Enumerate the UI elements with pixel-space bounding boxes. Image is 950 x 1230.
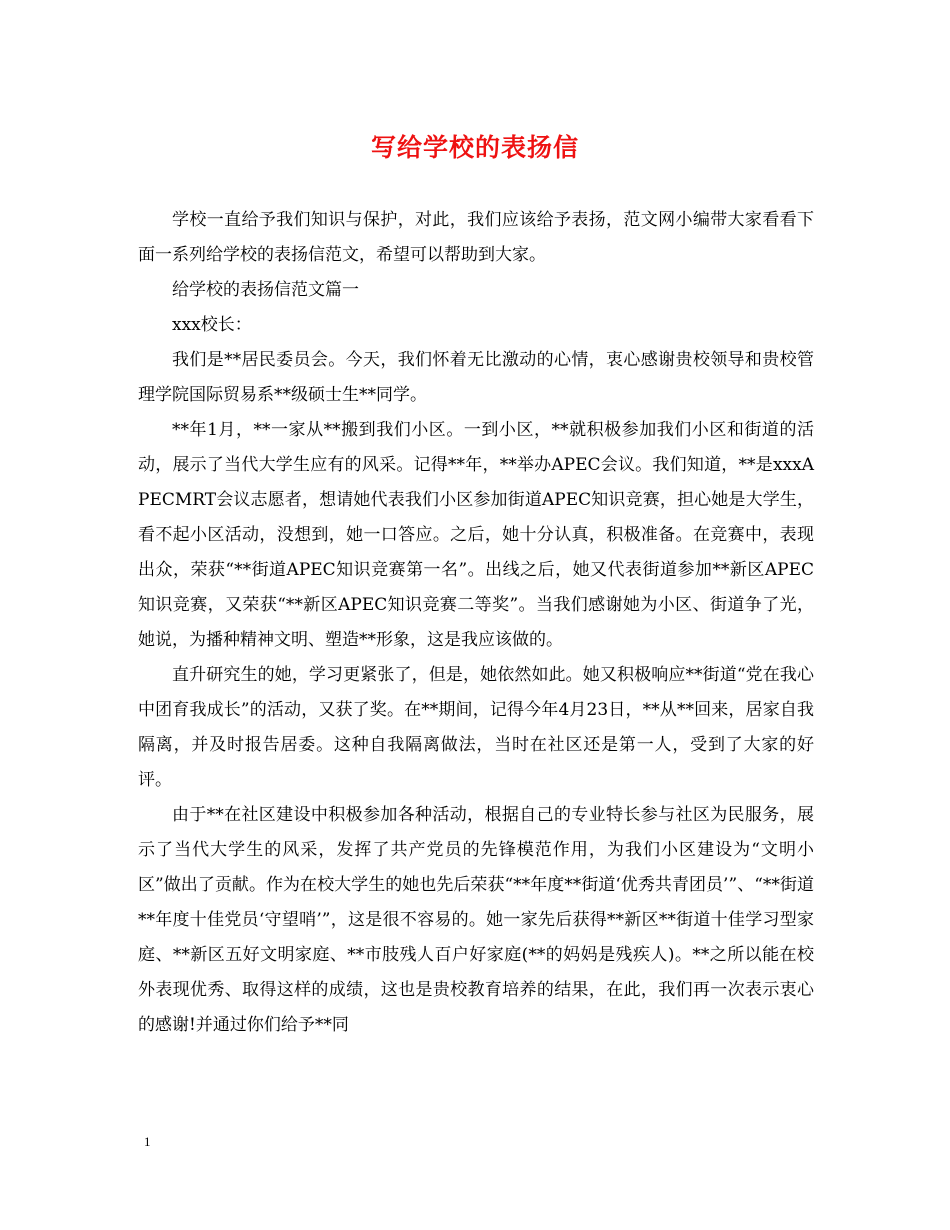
intro-paragraph: 学校一直给予我们知识与保护，对此，我们应该给予表扬，范文网小编带大家看看下面一系列给学校的表扬信范文，希望可以帮助到大家。 <box>138 210 814 265</box>
page-number: 1 <box>144 1134 151 1149</box>
document-body <box>138 203 814 1043</box>
body-paragraph: 我们是**居民委员会。今天，我们怀着无比激动的心情，衷心感谢贵校领导和贵校管理学院国际贸易系**级硕士生**同学。 <box>138 350 814 405</box>
document-title: 写给学校的表扬信 <box>370 133 579 162</box>
body-paragraph: 由于**在社区建设中积极参加各种活动，根据自己的专业特长参与社区为民服务，展示了当代大学生的风采，发挥了共产党员的先锋模范作用，为我们小区建设为“文明小区”做出了贡献。作为在校大学生的她也先后荣获“**年度**街道‘优秀共青团员’”、“**街道**年度十佳党员‘守望哨’”，这是很不容易的。她一家先后获得**新区**街道十佳学习型家庭、**新区五好文明家庭、**市肢残人百户好家庭(**的妈妈是残疾人)。**之所以能在校外表现优秀、取得这样的成绩，这也是贵校教育培养的结果，在此，我们再一次表示衷心的感谢!并通过你们给予**同 <box>138 805 814 1035</box>
body-paragraph: **年1月，**一家从**搬到我们小区。一到小区，**就积极参加我们小区和街道的活动，展示了当代大学生应有的风采。记得**年，**举办APEC会议。我们知道，**是xxxAPECMRT会议志愿者，想请她代表我们小区参加街道APEC知识竞赛，担心她是大学生，看不起小区活动，没想到，她一口答应。之后，她十分认真，积极准备。在竞赛中，表现出众，荣获“**街道APEC知识竞赛第一名”。出线之后，她又代表街道参加**新区APEC知识竞赛，又荣获“**新区APEC知识竞赛二等奖”。当我们感谢她为小区、街道争了光，她说，为播种精神文明、塑造**形象，这是我应该做的。 <box>138 420 814 650</box>
section-heading: 给学校的表扬信范文篇一 <box>172 280 359 300</box>
body-paragraph: 直升研究生的她，学习更紧张了，但是，她依然如此。她又积极响应**街道“党在我心中团育我成长”的活动，又获了奖。在**期间，记得今年4月23日，**从**回来，居家自我隔离，并及时报告居委。这种自我隔离做法，当时在社区还是第一人，受到了大家的好评。 <box>138 665 814 790</box>
salutation: xxx校长： <box>172 315 252 335</box>
